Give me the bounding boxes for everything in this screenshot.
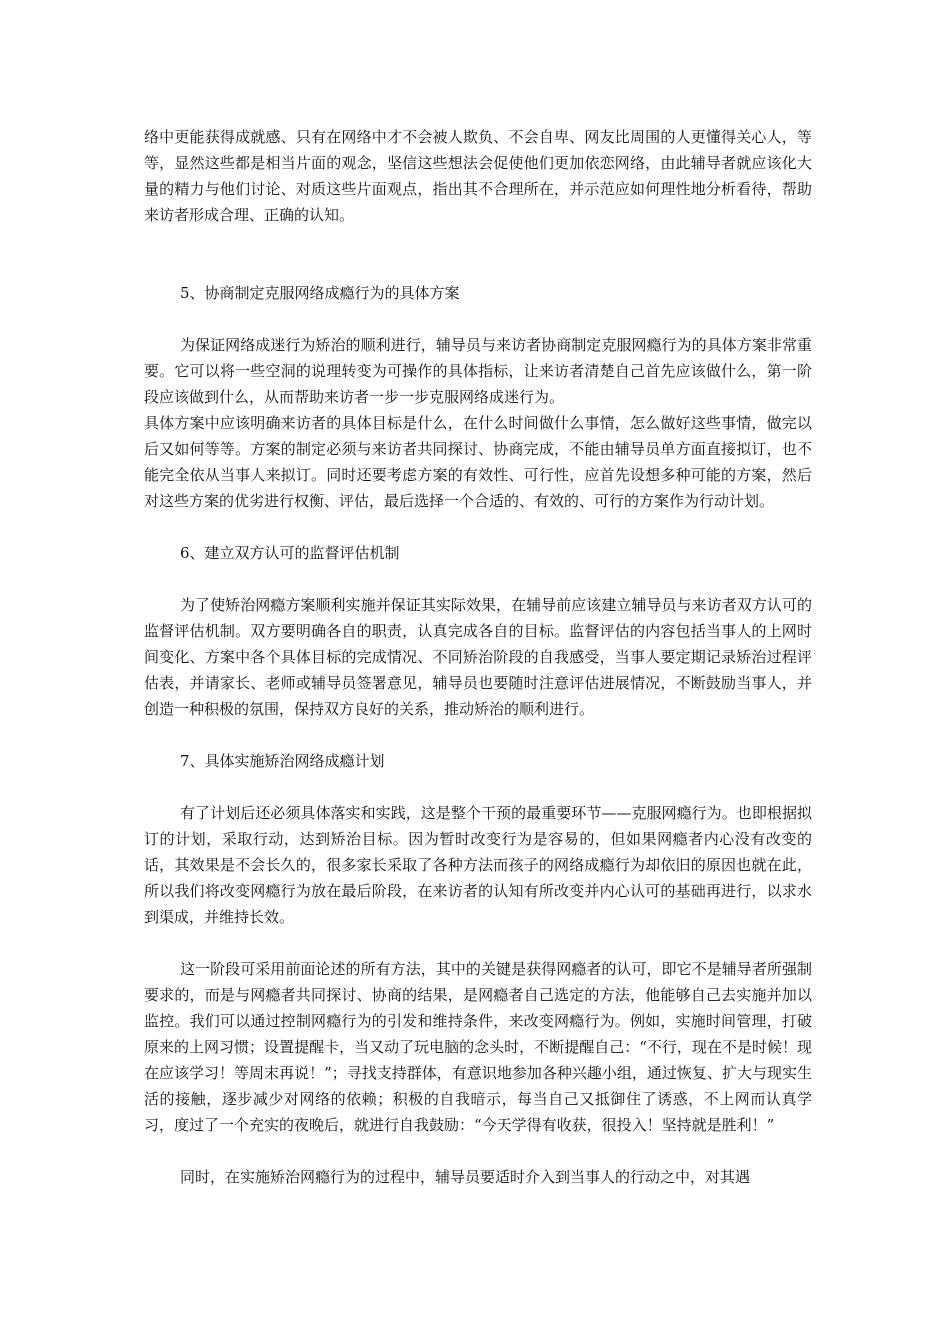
paragraph-methods: 这一阶段可采用前面论述的所有方法，其中的关键是获得网瘾者的认可，即它不是辅导者所强制要求的，而是与网瘾者共同探讨、协商的结果，是网瘾者自己选定的方法，他能够自己去实施并加以监控。我们可以通过控制网瘾行为的引发和维持条件，来改变网瘾行为。例如，实施时间管理，打破原来的上网习惯；设置提醒卡，当又动了玩电脑的念头时，不断提醒自己：“不行，现在不是时候！现在应该学习！等周末再说！”；寻找支持群体，有意识地参加各种兴趣小组，通过恢复、扩大与现实生活的接触，逐步减少对网络的依赖；积极的自我暗示，每当自己又抵御住了诱惑，不上网而认真学习，度过了一个充实的夜晚后，就进行自我鼓励：“今天学得有收获，很投入！坚持就是胜利！”: [144, 960, 812, 1134]
paragraph-counselor-intervention: 同时，在实施矫治网瘾行为的过程中，辅导员要适时介入到当事人的行动之中，对其遇: [180, 1168, 751, 1186]
paragraph-implementation: 有了计划后还必须具体落实和实践，这是整个干预的最重要环节——克服网瘾行为。也即根据拟订的计划，采取行动，达到矫治目标。因为暂时改变行为是容易的，但如果网瘾者内心没有改变的话，其效果是不会长久的，很多家长采取了各种方法而孩子的网络成瘾行为却依旧的原因也就在此，所以我们将改变网瘾行为放在最后阶段，在来访者的认知有所改变并内心认可的基础再进行，以求水到渠成，并维持长效。: [144, 804, 812, 926]
section-heading-5: 5、协商制定克服网络成瘾行为的具体方案: [180, 284, 460, 302]
document-body: [144, 124, 812, 1190]
paragraph-plan-details: 具体方案中应该明确来访者的具体目标是什么，在什么时间做什么事情，怎么做好这些事情，做完以后又如何等等。方案的制定必须与来访者共同探讨、协商完成，不能由辅导员单方面直接拟订，也不能完全依从当事人来拟订。同时还要考虑方案的有效性、可行性，应首先设想多种可能的方案，然后对这些方案的优劣进行权衡、评估，最后选择一个合适的、有效的、可行的方案作为行动计划。: [144, 414, 812, 510]
paragraph-continued-cognition: 络中更能获得成就感、只有在网络中才不会被人欺负、不会自卑、网友比周围的人更懂得关心人，等等，显然这些都是相当片面的观念，坚信这些想法会促使他们更加依恋网络，由此辅导者就应该化大量的精力与他们讨论、对质这些片面观点，指出其不合理所在，并示范应如何理性地分析看待，帮助来访者形成合理、正确的认知。: [144, 128, 812, 224]
section-heading-6: 6、建立双方认可的监督评估机制: [180, 544, 400, 562]
paragraph-evaluation-mechanism: 为了使矫治网瘾方案顺利实施并保证其实际效果，在辅导前应该建立辅导员与来访者双方认可的监督评估机制。双方要明确各自的职责，认真完成各自的目标。监督评估的内容包括当事人的上网时间变化、方案中各个具体目标的完成情况、不同矫治阶段的自我感受，当事人要定期记录矫治过程评估表，并请家长、老师或辅导员签署意见，辅导员也要随时注意评估进展情况，不断鼓励当事人，并创造一种积极的氛围，保持双方良好的关系，推动矫治的顺利进行。: [144, 596, 812, 718]
section-heading-7: 7、具体实施矫治网络成瘾计划: [180, 752, 385, 770]
paragraph-plan-importance: 为保证网络成迷行为矫治的顺利进行，辅导员与来访者协商制定克服网瘾行为的具体方案非常重要。它可以将一些空洞的说理转变为可操作的具体指标，让来访者清楚自己首先应该做什么，第一阶段应该做到什么，从而帮助来访者一步一步克服网络成迷行为。: [144, 336, 812, 406]
